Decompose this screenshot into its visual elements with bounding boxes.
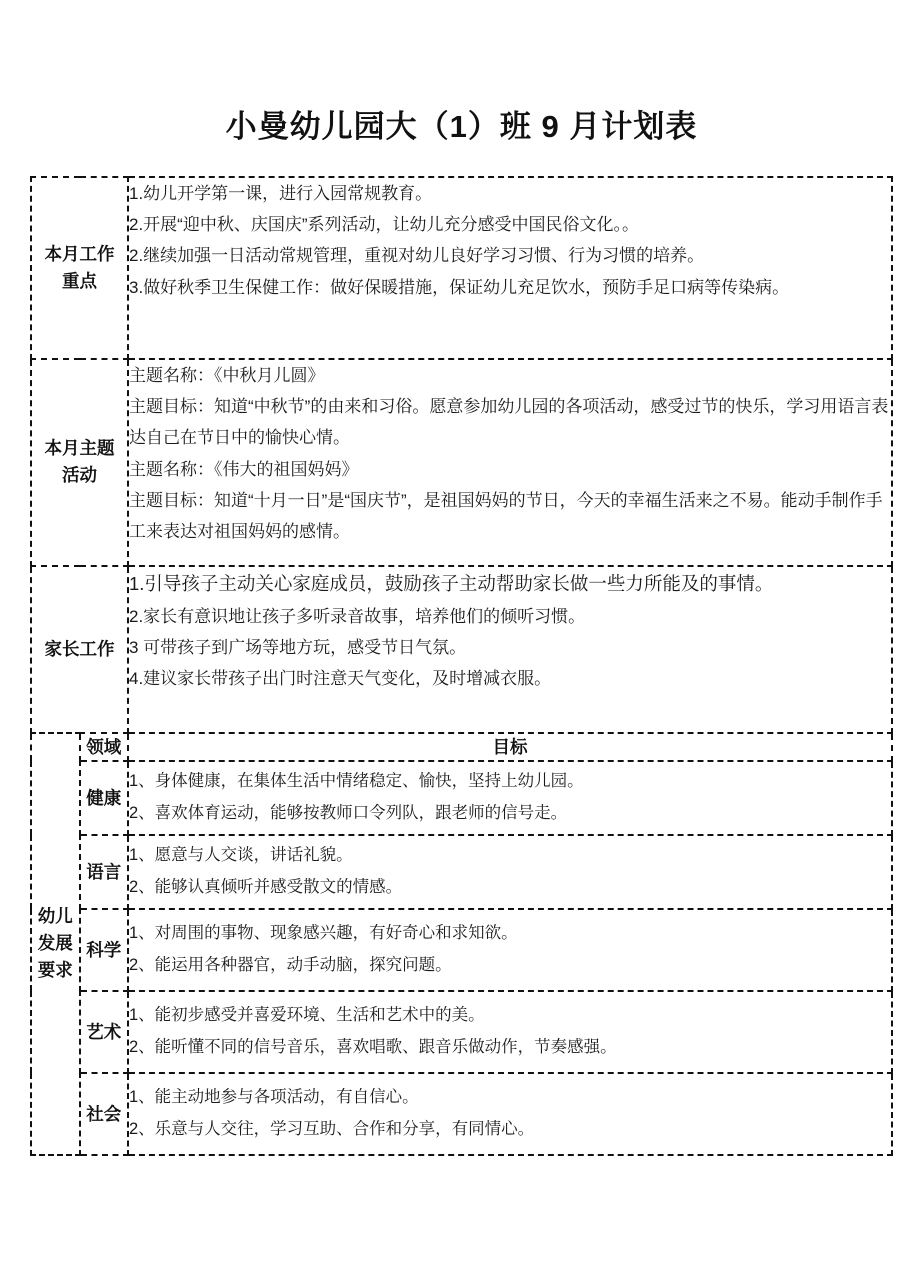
content-line: 2.家长有意识地让孩子多听录音故事，培养他们的倾听习惯。 <box>129 606 586 626</box>
table-row-domain-health <box>31 761 892 835</box>
table-row-monthly-focus <box>31 177 892 359</box>
domain-name-language: 语言 <box>80 835 129 909</box>
goal-line: 2、能够认真倾听并感受散文的情感。 <box>129 878 403 896</box>
table-row-domain-science <box>31 909 892 991</box>
table-row-domain-art <box>31 991 892 1073</box>
row-content-monthly-theme <box>128 359 892 566</box>
column-header-domain: 领域 <box>80 733 129 761</box>
goal-line: 1、身体健康，在集体生活中情绪稳定、愉快，坚持上幼儿园。 <box>129 772 584 791</box>
goal-line: 2、喜欢体育运动，能够按教师口令列队，跟老师的信号走。 <box>129 804 568 822</box>
row-label-line1: 幼儿发展 <box>37 906 73 954</box>
domain-goals-society <box>128 1073 892 1155</box>
content-line: 3 可带孩子到广场等地方玩，感受节日气氛。 <box>129 638 467 658</box>
goal-line: 1、愿意与人交谈，讲话礼貌。 <box>129 846 353 865</box>
content-line: 1.引导孩子主动关心家庭成员，鼓励孩子主动帮助家长做一些力所能及的事情。 <box>129 572 774 594</box>
goal-line: 1、对周围的事物、现象感兴趣，有好奇心和求知欲。 <box>129 924 518 943</box>
row-label-development <box>31 733 80 1155</box>
content-line: 1.幼儿开学第一课，进行入园常规教育。 <box>129 183 433 203</box>
page-title: 小曼幼儿园大（1）班 9 月计划表 <box>225 109 698 144</box>
goal-line: 1、能主动地参与各项活动，有自信心。 <box>129 1088 419 1107</box>
row-label-line1: 家长工作 <box>44 638 115 659</box>
row-label-parent-work <box>31 566 128 733</box>
domain-goals-health <box>128 761 892 835</box>
column-header-goal: 目标 <box>128 733 892 761</box>
monthly-plan-table <box>30 176 893 1156</box>
domain-goals-art <box>128 991 892 1073</box>
row-content-parent-work <box>128 566 892 733</box>
content-line: 主题目标：知道“十月一日”是“国庆节”，是祖国妈妈的节日，今天的幸福生活来之不易。能动手制作手工来表达对祖国妈妈的感情。 <box>129 490 883 542</box>
content-line: 主题目标：知道“中秋节”的由来和习俗。愿意参加幼儿园的各项活动，感受过节的快乐，学习用语言表达自己在节日中的愉快心情。 <box>129 397 889 448</box>
domain-name-science: 科学 <box>80 909 129 991</box>
domain-name-society: 社会 <box>80 1073 129 1155</box>
content-line: 2.继续加强一日活动常规管理，重视对幼儿良好学习习惯、行为习惯的培养。 <box>129 246 705 266</box>
row-label-line2: 重点 <box>62 270 97 291</box>
row-label-monthly-focus <box>31 177 128 359</box>
content-line: 4.建议家长带孩子出门时注意天气变化，及时增减衣服。 <box>129 669 552 689</box>
row-content-monthly-focus <box>128 177 892 359</box>
table-row-domain-society <box>31 1073 892 1155</box>
row-label-line1: 本月工作 <box>44 243 115 264</box>
row-label-line2: 要求 <box>37 960 73 981</box>
table-row-parent-work <box>31 566 892 733</box>
domain-goals-language <box>128 835 892 909</box>
domain-goals-science <box>128 909 892 991</box>
goal-line: 2、能听懂不同的信号音乐，喜欢唱歌、跟音乐做动作，节奏感强。 <box>129 1038 617 1056</box>
goal-line: 1、能初步感受并喜爱环境、生活和艺术中的美。 <box>129 1006 485 1025</box>
row-label-line1: 本月主题 <box>44 438 115 459</box>
content-line: 2.开展“迎中秋、庆国庆”系列活动，让幼儿充分感受中国民俗文化。。 <box>129 215 639 235</box>
content-line: 3.做好秋季卫生保健工作：做好保暖措施，保证幼儿充足饮水，预防手足口病等传染病。 <box>129 277 790 297</box>
table-row-monthly-theme <box>31 359 892 566</box>
goal-line: 2、能运用各种器官，动手动脑，探究问题。 <box>129 956 452 974</box>
row-label-line2: 活动 <box>62 465 97 486</box>
goal-line: 2、乐意与人交往，学习互助、合作和分享，有同情心。 <box>129 1120 535 1138</box>
row-label-monthly-theme <box>31 359 128 566</box>
table-row-domain-language <box>31 835 892 909</box>
content-line: 主题名称：《伟大的祖国妈妈》 <box>129 459 359 479</box>
content-line: 主题名称：《中秋月儿圆》 <box>129 365 325 385</box>
domain-name-health: 健康 <box>80 761 129 835</box>
domain-name-art: 艺术 <box>80 991 129 1073</box>
table-row-development-header <box>31 733 892 761</box>
